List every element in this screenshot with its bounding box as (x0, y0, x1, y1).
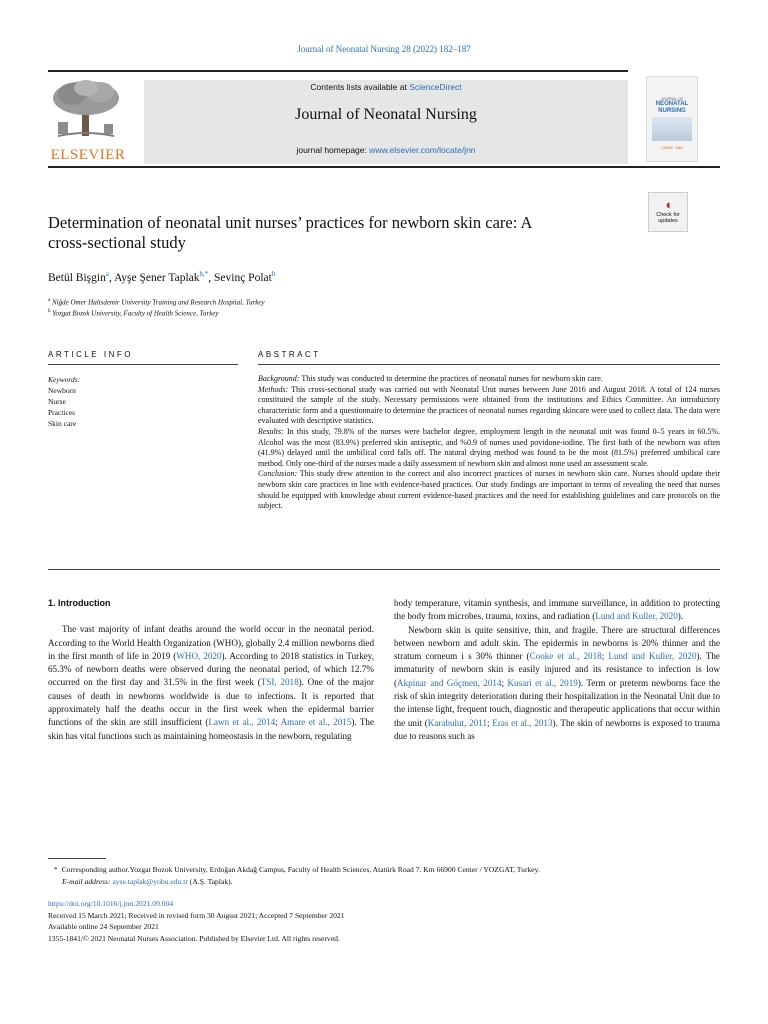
author-name[interactable]: Betül Bişgin (48, 271, 106, 284)
abstract-heading: ABSTRACT (258, 350, 321, 359)
masthead-bottom-rule (48, 166, 720, 168)
copyright-line: 1355-1841/© 2021 Neonatal Nurses Association. Published by Elsevier Ltd. All rights reserved. (48, 934, 340, 944)
crossmark-label-2: updates (658, 218, 678, 224)
check-for-updates-button[interactable] (648, 192, 688, 232)
abstract-background (258, 374, 720, 385)
journal-reference[interactable]: Journal of Neonatal Nursing 28 (2022) 182–187 (297, 44, 471, 54)
citation-link[interactable]: TSI, 2018 (260, 677, 299, 688)
homepage-line (144, 145, 628, 155)
publisher-name: ELSEVIER (50, 147, 126, 163)
abstract-text: This study drew attention to the correct and also incorrect practices of nurses in newborn skin care. Nurses should update their newborn skin care practices in line with evidence-based practices. Our study findings are important in terms of revealing the need that nurses should be equipped with knowledge about current evidence-based practices and the need for establishing guidelines and care protocols on the subject. (258, 469, 720, 511)
contents-prefix: Contents lists available at (310, 82, 410, 92)
cover-logos: COINN · ANN (661, 146, 683, 150)
available-online: Available online 24 September 2021 (48, 922, 159, 932)
elsevier-logo[interactable] (48, 78, 128, 164)
abstract-conclusion (258, 469, 720, 511)
received-dates: Received 15 March 2021; Received in revised form 30 August 2021; Accepted 7 September 2021 (48, 910, 345, 920)
email-note: E-mail address: ayse.taplak@yobu.edu.tr (A.Ş. Taplak). (62, 877, 233, 887)
affiliation-text: Niğde Omer Halisdemir University Training and Research Hospital, Turkey (51, 298, 265, 307)
title-line-1: Determination of neonatal unit nurses’ practices for newborn skin care: A (48, 213, 533, 232)
article-title (48, 213, 638, 253)
abstract-rule (258, 364, 720, 365)
author-affil-sup[interactable]: a (105, 270, 109, 278)
author-list: Betül Bişgin$^a$, Ayşe Şener Taplak$^{b,*}$, Sevinç Polat$^b$ (48, 270, 276, 284)
cover-title-line1: NEONATAL (655, 101, 689, 107)
affiliation-sup: b (48, 309, 51, 315)
citation-link[interactable]: Amare et al., 2015 (280, 717, 352, 728)
author-affil-sup[interactable]: b (271, 270, 276, 278)
affiliation-text: Yozgat Bozok University, Faculty of Health Science, Turkey (52, 309, 219, 318)
keyword-item: Nurse (48, 397, 66, 406)
body-column-left (48, 597, 374, 743)
keyword-item: Skin care (48, 419, 77, 428)
citation-link[interactable]: Akpinar and Göçmen, 2014 (397, 677, 502, 688)
abstract-label: Methods: (258, 384, 289, 394)
journal-title: Journal of Neonatal Nursing (295, 106, 477, 123)
body-paragraph: The vast majority of infant deaths around the world occur in the neonatal period. According to the World Health Organization (WHO), globally 2.4 million newborns died in the first month of life in 2019 (WHO, 2020). According to 2018 statistics in Turkey, 65.3% of newborn deaths were observed during the neonatal period, of which 12.7% occurred on the first day and 31.5% in the first week (TSI, 2018). One of the major causes of death in newborns worldwide is due to infections. It is reported that approximately half the deaths occur in the first week when the epidermal barrier functions of the skin are still insufficient (Lawn et al., 2014; Amare et al., 2015). The skin has vital functions such as maintaining homeostasis in the newborn, regulating (48, 624, 375, 741)
title-line-2: cross-sectional study (48, 233, 186, 252)
masthead-top-rule (48, 70, 628, 72)
email-link[interactable]: ayse.taplak@yobu.edu.tr (112, 877, 188, 887)
abstract-text: In this study, 79.8% of the nurses were bachelor degree, employment length in the neonatal unit was found 0–5 years in 60.5%. Alcohol was the most (83.9%) preferred skin antiseptic, and %0.9 of nurses used povidone-iodine. The first bath of the newborn was often (41.9%) delayed until the umbilical cord falls off. The natural drying method was found to be the most (81.5%) preferred umbilical care method. Only one-third of the nurses made a daily assessment of newborn skin and almost none used an assessment scale. (258, 426, 721, 468)
abstract-label: Results: (258, 426, 284, 436)
section-heading: 1. Introduction (48, 598, 111, 608)
article-info-rule (48, 364, 238, 365)
sciencedirect-link[interactable]: ScienceDirect (409, 82, 462, 92)
abstract-methods (258, 385, 720, 427)
abstract-body (258, 374, 720, 512)
crossmark-label-1: Check for (656, 212, 680, 218)
author-name[interactable]: Ayşe Şener Taplak (114, 271, 200, 284)
citation-link[interactable]: Lawn et al., 2014 (208, 717, 276, 728)
citation-link[interactable]: Eras et al., 2013 (492, 717, 553, 728)
homepage-prefix: journal homepage: (296, 145, 370, 155)
cover-title-line2: NURSING (658, 107, 686, 114)
affiliation-sup: a (48, 298, 51, 303)
journal-banner (144, 80, 628, 164)
citation-link[interactable]: Lund and Kuller, 2020 (595, 611, 678, 622)
abstract-label: Conclusion: (258, 469, 298, 479)
journal-cover-image[interactable] (646, 76, 698, 162)
cover-artwork (652, 117, 692, 141)
body-paragraph: body temperature, vitamin synthesis, and immune surveillance, in addition to protecting the body from microbes, trauma, toxins, and radiation (Lund and Kuller, 2020). (394, 598, 720, 622)
abstract-results (258, 427, 720, 469)
keywords-block (48, 374, 80, 429)
footnotes (48, 864, 720, 888)
footnote-rule (48, 858, 106, 859)
citation-link[interactable]: Cooke et al., 2018 (529, 651, 602, 662)
article-info-heading: ARTICLE INFO (48, 350, 133, 359)
cover-small-text: JOURNAL OF (660, 97, 684, 101)
abstract-text: This cross-sectional study was carried out with Neonatal Unit nurses between June 2016 and August 2018. A total of 124 nurses constituted the sample of the study. Necessary permissions were obtained from the institutions and Ethics Committee. An introductory characteristic form and a questionnaire to determine the practices of neonatal nurses regarding skincare were used to collect data. The data were evaluated with descriptive statistics. (258, 384, 721, 426)
homepage-link[interactable]: www.elsevier.com/locate/jnn (369, 145, 476, 155)
affiliation-item (48, 307, 265, 318)
keywords-label: Keywords: (48, 375, 81, 384)
contents-line (144, 82, 628, 92)
abstract-bottom-rule (48, 569, 720, 570)
corresponding-author-note: * Corresponding author.Yozgat Bozok University, Erdoğan Akdağ Campus, Faculty of Health Sciences, Atatürk Road 7. Km 66900 Center / YOZGAT, Turkey. (54, 865, 540, 874)
doi-link[interactable]: https://doi.org/10.1016/j.jnn.2021.09.004 (48, 899, 174, 908)
author-name[interactable]: Sevinç Polat (214, 271, 272, 284)
keyword-item: Newborn (48, 386, 76, 395)
citation-link[interactable]: Kusari et al., 2019 (507, 677, 578, 688)
affiliation-item (48, 296, 265, 307)
author-affil-sup[interactable]: b,* (199, 270, 209, 278)
citation-link[interactable]: Karabulut, 2011 (427, 717, 487, 728)
affiliations (48, 296, 265, 319)
abstract-label: Background: (258, 374, 300, 383)
body-paragraph: Newborn skin is quite sensitive, thin, and fragile. There are structural differences between newborn and adult skin. The epidermis in newborns is 20% thinner and the stratum corneum i s 30% thinner (Cooke et al., 2018; Lund and Kuller, 2020). The immaturity of newborn skin is easily injured and its resistance to infection is low (Akpinar and Göçmen, 2014; Kusari et al., 2019). Term or preterm newborns face the risk of skin integrity deterioration during their hospitalization in the Neonatal Unit due to the intense light, frequent touch, diagnostic and therapeutic applications that occur within the unit (Karabulut, 2011; Eras et al., 2013). The skin of newborns is exposed to trauma due to reasons such as (394, 624, 720, 741)
article-metadata (48, 898, 345, 945)
crossmark-icon: ◖ (664, 197, 672, 212)
journal-masthead (48, 70, 720, 168)
citation-link[interactable]: Lund and Kuller, 2020 (608, 651, 697, 662)
body-column-right (394, 597, 720, 743)
email-label: E-mail address: (62, 877, 111, 887)
keyword-item: Practices (48, 408, 76, 417)
tree-logo-icon (48, 78, 124, 140)
citation-link[interactable]: WHO, 2020 (176, 650, 222, 661)
abstract-text: This study was conducted to determine the practices of neonatal nurses for newborn skin care. (301, 374, 603, 383)
